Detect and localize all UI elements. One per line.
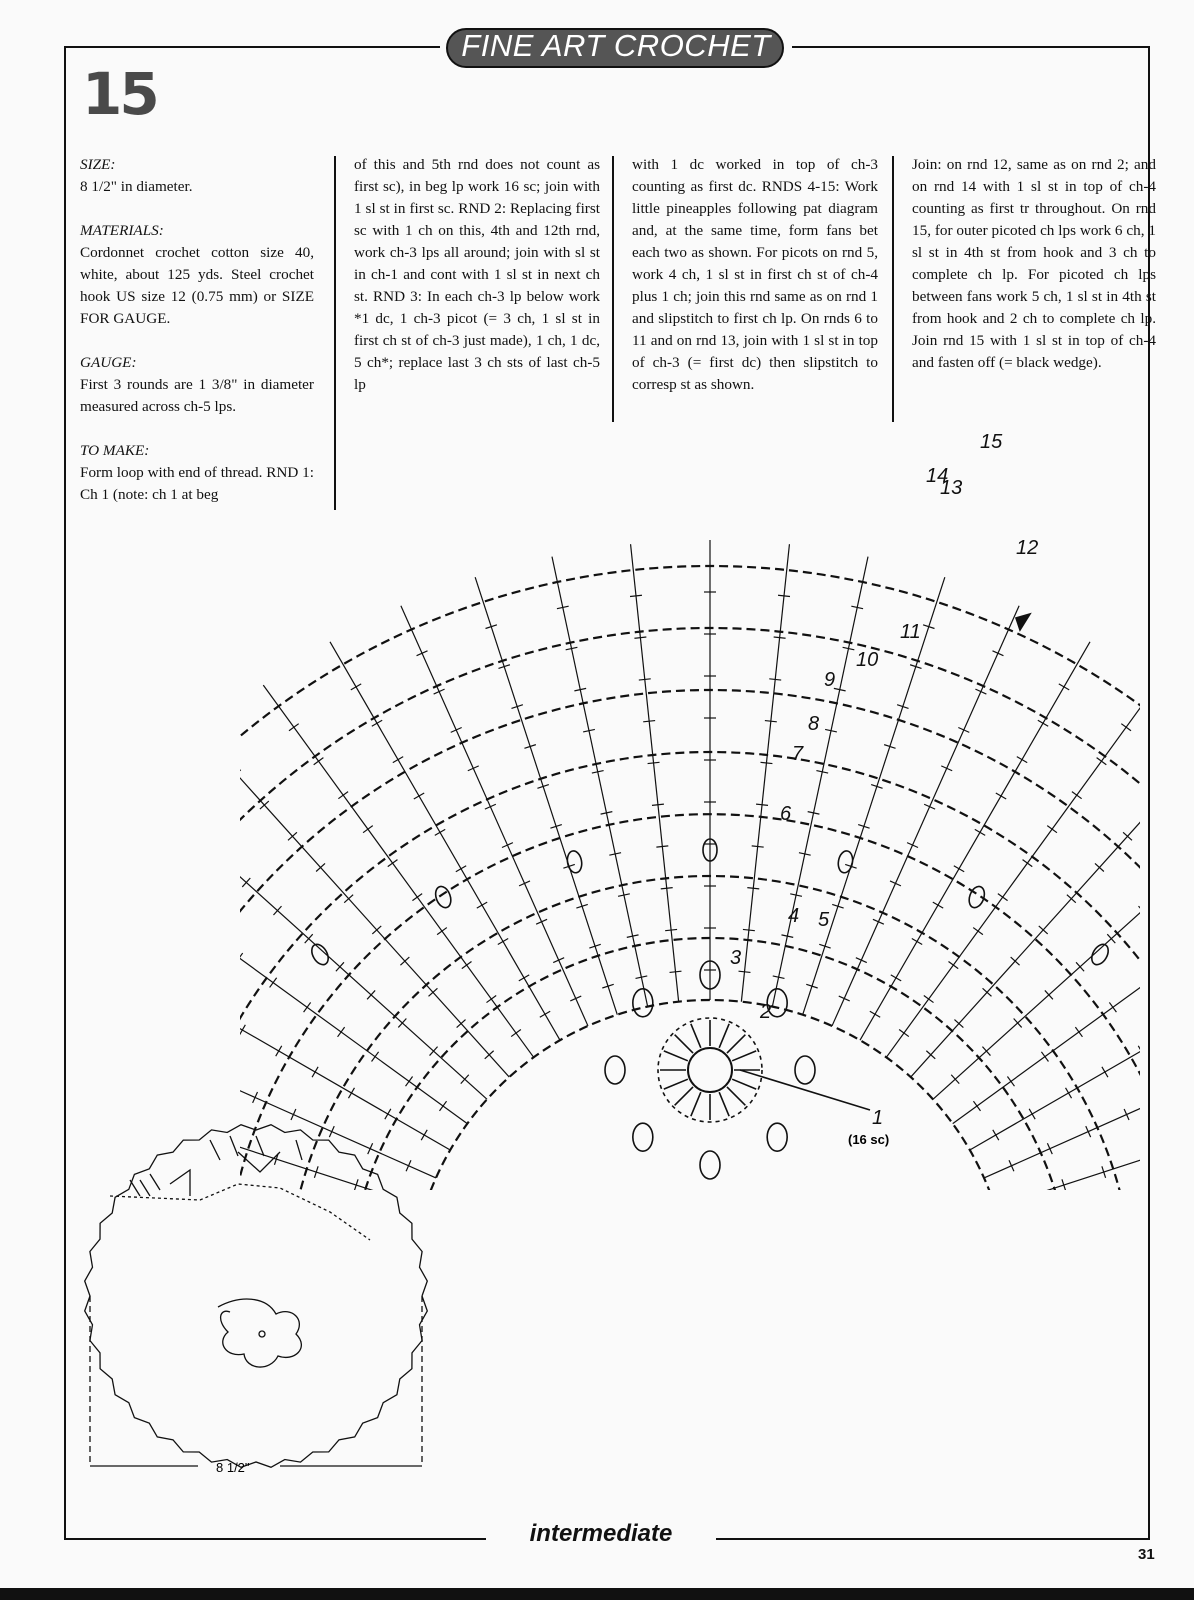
level-text: intermediate xyxy=(529,1520,673,1547)
gauge-heading: GAUGE: xyxy=(80,354,137,371)
round-label-4: 4 xyxy=(788,905,800,927)
center-note: (16 sc) xyxy=(848,1132,890,1147)
round-label-10: 10 xyxy=(856,649,879,671)
materials-heading: MATERIALS: xyxy=(80,222,164,239)
crochet-chart xyxy=(240,430,1140,1190)
column-divider xyxy=(612,156,614,422)
column-4-text: Join: on rnd 12, same as on rnd 2; and on rnd 14 with 1 sl st in top of ch-4 counting as first tr throughout. On rnd 15, for outer picoted ch lps work 6 ch, 1 sl st in 4th st from hook and 3 ch to complete ch lp. For picoted ch lps between fans work 5 ch, 1 sl st in 4th st from hook and 2 ch to complete ch lp. Join rnd 15 with 1 sl st in top of ch-4 and fasten off (= black wedge). xyxy=(912,156,1156,371)
pattern-number: 15 xyxy=(82,60,157,128)
to-make-heading: TO MAKE: xyxy=(80,442,150,459)
page-number: 31 xyxy=(1138,1546,1155,1563)
column-3 xyxy=(632,154,878,396)
bottom-bar xyxy=(0,1588,1194,1600)
column-2-text: of this and 5th rnd does not count as first sc), in beg lp work 16 sc; join with 1 sl st in first sc. RND 2: Replacing first sc with 1 ch on this, 4th and 12th rnd, work ch-3 lps all around; join with sl st in ch-1 and cont with 1 sl st in next ch st. RND 3: In each ch-3 lp below work *1 dc, 1 ch-3 picot (= 3 ch, 1 sl st in first ch st of ch-3 just made), 1 ch, 1 dc, 5 ch*; replace last 3 ch sts of last ch-5 lp xyxy=(354,156,600,393)
round-label-8: 8 xyxy=(808,713,820,735)
to-make-text: Form loop with end of thread. RND 1: Ch 1 (note: ch 1 at beg xyxy=(80,464,314,503)
column-4 xyxy=(912,154,1156,374)
round-label-3: 3 xyxy=(730,947,742,969)
gauge-text: First 3 rounds are 1 3/8" in diameter measured across ch-5 lps. xyxy=(80,376,314,415)
level-badge xyxy=(486,1516,716,1556)
doily-overview xyxy=(70,1100,450,1480)
size-heading: SIZE: xyxy=(80,156,116,173)
round-label-15: 15 xyxy=(980,431,1003,453)
dimension-label: 8 1/2" xyxy=(216,1460,250,1475)
round-label-5: 5 xyxy=(818,909,830,931)
section-banner xyxy=(440,24,792,72)
column-2 xyxy=(354,154,600,396)
size-text: 8 1/2" in diameter. xyxy=(80,178,193,195)
round-label-12: 12 xyxy=(1016,537,1039,559)
banner-title: FINE ART CROCHET xyxy=(461,28,771,63)
round-label-9: 9 xyxy=(824,669,836,691)
round-label-1: 1 xyxy=(872,1107,884,1129)
round-label-7: 7 xyxy=(792,743,804,765)
round-label-13: 13 xyxy=(940,477,963,499)
round-label-2: 2 xyxy=(760,1001,772,1023)
round-label-6: 6 xyxy=(780,803,792,825)
materials-text: Cordonnet crochet cotton size 40, white, about 125 yds. Steel crochet hook US size 12 (0.75 mm) or SIZE FOR GAUGE. xyxy=(80,244,314,327)
column-3-text: with 1 dc worked in top of ch-3 counting as first dc. RNDS 4-15: Work little pineapples following pat diagram and, at the same time, form fans bet each two as shown. For picots on rnd 5, work 4 ch, 1 sl st in first ch st of ch-4 plus 1 ch; join this rnd same as on rnd 1 and slipstitch to first ch lp. On rnds 6 to 11 and on rnd 13, join with 1 sl st in top of ch-3 (= first dc) then slipstitch to corresp st as shown. xyxy=(632,156,878,393)
round-label-11: 11 xyxy=(900,621,921,643)
round-label-14: 14 xyxy=(926,465,949,487)
column-divider xyxy=(892,156,894,422)
